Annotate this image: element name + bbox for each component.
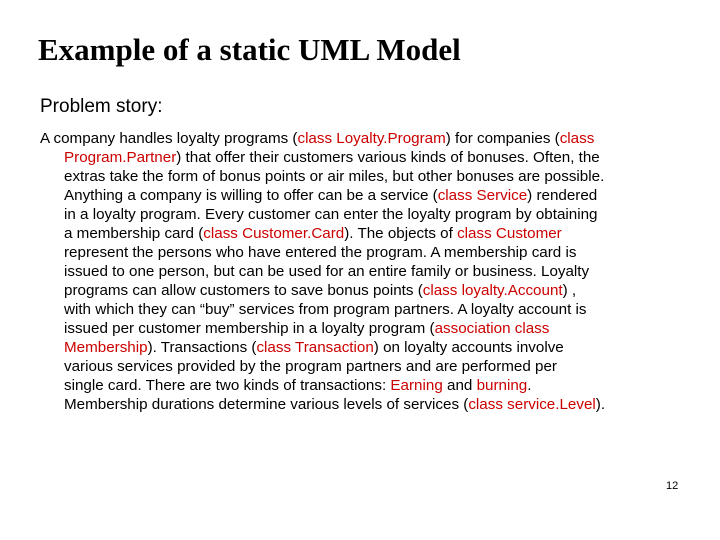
story-text: ) on loyalty accounts involve — [373, 339, 564, 356]
story-text: a membership card ( — [64, 225, 204, 242]
class-name-highlight: class service.Level — [468, 396, 596, 413]
story-line — [40, 205, 712, 224]
story-line — [40, 186, 712, 205]
story-text: in a loyalty program. Every customer can enter the loyalty program by obtaining — [64, 206, 598, 223]
class-name-highlight: class Loyalty.Program — [297, 130, 446, 147]
story-text: ). — [595, 396, 606, 413]
story-text: ) for companies ( — [445, 130, 560, 147]
story-text: issued per customer membership in a loyalty program ( — [64, 320, 435, 337]
class-name-highlight: class — [559, 130, 595, 147]
story-line — [40, 395, 712, 414]
story-text: various services provided by the program partners and are performed per — [64, 358, 557, 375]
story-text: Membership durations determine various levels of services ( — [64, 396, 469, 413]
story-text: Anything a company is willing to offer can be a service ( — [64, 187, 438, 204]
story-line — [40, 129, 712, 148]
class-name-highlight: class Customer — [457, 225, 562, 242]
story-text: ) , — [562, 282, 577, 299]
story-text: with which they can “buy” services from program partners. A loyalty account is — [64, 301, 587, 318]
story-line — [40, 357, 712, 376]
class-name-highlight: class Transaction — [256, 339, 374, 356]
story-line — [40, 281, 712, 300]
story-line — [40, 319, 712, 338]
story-line — [40, 167, 712, 186]
story-text: A company handles loyalty programs ( — [40, 130, 298, 147]
story-text: issued to one person, but can be used for an entire family or business. Loyalty — [64, 263, 590, 280]
class-name-highlight: Membership — [64, 339, 148, 356]
class-name-highlight: burning — [476, 377, 528, 394]
story-line — [40, 243, 712, 262]
story-text: . — [527, 377, 532, 394]
story-text: ). Transactions ( — [147, 339, 257, 356]
class-name-highlight: class loyalty.Account — [422, 282, 563, 299]
story-text: ). The objects of — [344, 225, 458, 242]
story-text: ) rendered — [527, 187, 598, 204]
story-text: single card. There are two kinds of transactions: — [64, 377, 391, 394]
story-text: programs can allow customers to save bonus points ( — [64, 282, 423, 299]
story-text: and — [442, 377, 477, 394]
story-text: extras take the form of bonus points or air miles, but other bonuses are possible. — [64, 168, 605, 185]
class-name-highlight: class Customer.Card — [203, 225, 345, 242]
class-name-highlight: association class — [434, 320, 550, 337]
story-line — [40, 300, 712, 319]
story-line — [40, 262, 712, 281]
class-name-highlight: class Service — [437, 187, 528, 204]
class-name-highlight: Program.Partner — [64, 149, 177, 166]
story-line — [40, 224, 712, 243]
problem-story-heading: Problem story: — [40, 96, 163, 117]
story-line — [40, 338, 712, 357]
story-text: represent the persons who have entered the program. A membership card is — [64, 244, 577, 261]
story-text: ) that offer their customers various kinds of bonuses. Often, the — [176, 149, 600, 166]
class-name-highlight: Earning — [390, 377, 443, 394]
story-line — [40, 376, 712, 395]
problem-story-text — [40, 129, 712, 414]
story-line — [40, 148, 712, 167]
slide-title: Example of a static UML Model — [38, 32, 461, 67]
page-number: 12 — [666, 480, 679, 492]
